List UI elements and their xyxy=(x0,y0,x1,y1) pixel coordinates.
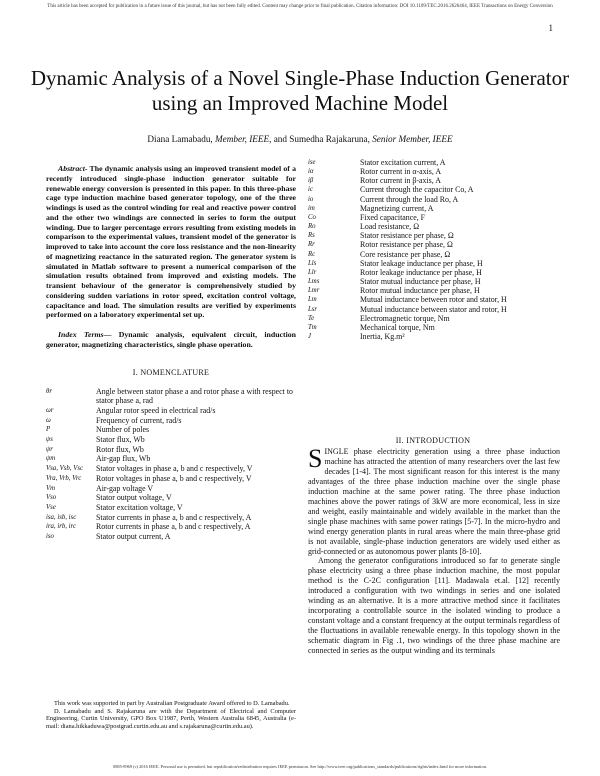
nomenclature-description: Stator output current, A xyxy=(96,532,171,542)
nomenclature-row xyxy=(308,250,558,259)
nomenclature-description: Rotor flux, Wb xyxy=(96,444,144,454)
index-terms-lead: Index Terms xyxy=(58,330,104,339)
nomenclature-row xyxy=(46,464,296,474)
nomenclature-row xyxy=(46,416,296,426)
nomenclature-description: Rotor currents in phase a, b and c respectively, A xyxy=(96,522,251,532)
nomenclature-row xyxy=(308,195,558,204)
nomenclature-description: Mutual inductance between stator and rotor, H xyxy=(360,304,507,314)
nomenclature-row xyxy=(308,204,558,213)
nomenclature-description: Rotor resistance per phase, Ω xyxy=(360,240,453,250)
nomenclature-symbol: Rs xyxy=(308,232,315,240)
nomenclature-description: Stator leakage inductance per phase, H xyxy=(360,258,483,268)
nomenclature-symbol: Vse xyxy=(46,503,56,511)
nomenclature-symbol: J xyxy=(308,332,312,340)
index-terms xyxy=(46,330,296,350)
nomenclature-description: Stator flux, Wb xyxy=(96,435,145,445)
nomenclature-description: Angular rotor speed in electrical rad/s xyxy=(96,405,216,415)
nomenclature-symbol: Te xyxy=(308,314,315,322)
nomenclature-description: Air-gap voltage V xyxy=(96,483,154,493)
nomenclature-description: Rotor leakage inductance per phase, H xyxy=(360,267,482,277)
nomenclature-row xyxy=(46,387,296,406)
nomenclature-row xyxy=(308,167,558,176)
nomenclature-description: Load resistance, Ω xyxy=(360,222,420,232)
nomenclature-symbol: im xyxy=(308,204,315,212)
nomenclature-description: Core resistance per phase, Ω xyxy=(360,249,451,259)
nomenclature-description: Stator output voltage, V xyxy=(96,493,172,503)
nomenclature-symbol: iα xyxy=(308,168,314,176)
nomenclature-row xyxy=(308,286,558,295)
nomenclature-symbol: Lm xyxy=(308,296,317,304)
nomenclature-row xyxy=(46,445,296,455)
nomenclature-symbol: ω xyxy=(46,416,51,424)
nomenclature-row xyxy=(308,231,558,240)
author-separator: , and Sumedha Rajakaruna, xyxy=(269,134,373,144)
nomenclature-row xyxy=(46,513,296,523)
nomenclature-row xyxy=(308,259,558,268)
nomenclature-symbol: ψr xyxy=(46,445,53,453)
nomenclature-table-left xyxy=(46,387,296,542)
nomenclature-row xyxy=(308,176,558,185)
nomenclature-symbol: ise xyxy=(308,159,316,166)
nomenclature-description: Stator resistance per phase, Ω xyxy=(360,231,454,241)
nomenclature-description: Stator currents in phase a, b and c respectively, A xyxy=(96,512,252,522)
abstract-text: The dynamic analysis using an improved transient model of a recently introduced single-phase induction generator suitable for renewable energy conversion is presented in this paper. In this three-phase cage type induction machine based generator topology, one of the three windings is used as the control winding for real and reactive power control and the other two windings are connected in series to form the output winding. Due to larger percentage errors resulting from existing models in comparison to the experimental values, transient model of the generator is improved to take into account the core loss resistance and the non-linearity of magnetizing reactance in the saturated region. The generator system is simulated in Matlab software to present a numerical comparison of the simulation results obtained from improved and existing models. The transient behaviour of the generator is comprehensively studied by considering sudden variations in rotor speed, excitation control voltage, capacitance and load. The simulation results are verified by experiments performed on a laboratory experimental set up. xyxy=(46,164,296,320)
nomenclature-symbol: iβ xyxy=(308,177,314,185)
author-line xyxy=(40,134,560,144)
nomenclature-symbol: ic xyxy=(308,186,313,194)
paper-title: Dynamic Analysis of a Novel Single-Phase Induction Generator using an Improved Machine Model xyxy=(30,66,570,115)
nomenclature-description: Mechanical torque, Nm xyxy=(360,322,435,332)
nomenclature-symbol: isa, isb, isc xyxy=(46,513,77,521)
nomenclature-row xyxy=(308,332,558,341)
nomenclature-row xyxy=(308,277,558,286)
nomenclature-description: Fixed capacitance, F xyxy=(360,212,426,222)
nomenclature-description: Current through the load Ro, A xyxy=(360,194,459,204)
nomenclature-symbol: ψm xyxy=(46,455,56,463)
intro-paragraph-2: Among the generator configurations introduced so far to generate single phase electricity using a three phase induction machine, the most popular method is the C-2C configuration [11]. Madawala et.al. [12] recently introduced a configuration with two windings in series and one isolated winding as an alternative. It is a more attractive method since it facilitates incorporating a controllable source in the isolated winding to produce a constant voltage and a constant frequency at the output terminals regardless of the fluctuations in available renewable energy. In this topology shown in the schematic diagram in Fig .1, two windings of the three phase machine are connected in series as the output winding and its terminals xyxy=(308,556,560,656)
nomenclature-description: Inertia, Kg.m² xyxy=(360,331,405,341)
nomenclature-description: Stator excitation current, A xyxy=(360,158,446,167)
nomenclature-row xyxy=(46,435,296,445)
journal-header-note: This article has been accepted for publication in a future issue of this journal, but has not been fully edited. Content may change prior to final publication. Citation information: DOI 10.1109/TEC.2016.2626464, IEEE Transactions on Energy Conversion xyxy=(47,4,553,9)
nomenclature-description: Stator voltages in phase a, b and c respectively, V xyxy=(96,464,253,474)
nomenclature-description: Number of poles xyxy=(96,425,150,435)
footnote xyxy=(46,700,296,731)
nomenclature-symbol: ωr xyxy=(46,406,54,414)
nomenclature-symbol: P xyxy=(46,426,51,434)
nomenclature-symbol: Lls xyxy=(308,259,317,267)
nomenclature-symbol: Lms xyxy=(308,278,320,286)
nomenclature-description: Electromagnetic torque, Nm xyxy=(360,313,450,323)
nomenclature-description: Angle between stator phase a and rotor phase a with respect to stator phase a, rad xyxy=(96,386,293,406)
author-role-2: Senior Member, IEEE xyxy=(372,134,453,144)
nomenclature-symbol: Rc xyxy=(308,250,316,258)
nomenclature-description: Air-gap flux, Wb xyxy=(96,454,151,464)
nomenclature-row xyxy=(46,493,296,503)
nomenclature-description: Stator excitation voltage, V xyxy=(96,502,183,512)
nomenclature-description: Stator mutual inductance per phase, H xyxy=(360,277,481,287)
abstract-lead: Abstract- xyxy=(58,164,88,173)
nomenclature-description: Rotor voltages in phase a, b and c respectively, V xyxy=(96,473,252,483)
introduction-body xyxy=(308,444,560,656)
index-terms-text: — Dynamic analysis, equivalent circuit, induction generator, magnetizing characteristics, single phase operation. xyxy=(46,330,296,349)
nomenclature-row xyxy=(46,474,296,484)
nomenclature-description: Rotor mutual inductance per phase, H xyxy=(360,286,480,296)
introduction-heading-wrap xyxy=(308,436,558,445)
nomenclature-symbol: io xyxy=(308,195,314,203)
nomenclature-table-right xyxy=(308,158,558,341)
nomenclature-row xyxy=(46,532,296,542)
nomenclature-symbol: Rr xyxy=(308,241,315,249)
footnote-affiliation: D. Lamabadu and S. Rajakaruna are with the Department of Electrical and Computer Engineering, Curtin University, GPO Box U1987, Perth, Western Australia 6845, Australia (e-mail: diana.hikkaduwa@postgrad.curtin.edu.au and s.rajakaruna@curtin.edu.au). xyxy=(46,707,296,731)
nomenclature-row xyxy=(46,425,296,435)
nomenclature-row xyxy=(46,503,296,513)
nomenclature-description: Frequency of current, rad/s xyxy=(96,415,182,425)
nomenclature-row xyxy=(308,213,558,222)
nomenclature-symbol: ψs xyxy=(46,436,53,444)
nomenclature-description: Rotor current in α-axis, A xyxy=(360,167,442,177)
nomenclature-row xyxy=(308,222,558,231)
copyright-footer: 0885-8969 (c) 2016 IEEE. Personal use is permitted, but republication/redistribution requires IEEE permission. See http://www.ieee.org/publications_standards/publications/rights/index.html for more information. xyxy=(113,764,487,769)
intro-paragraph-1-text: INGLE phase electricity generation using a three phase induction machine has attracted the attention of many researchers over the last few decades [1-4]. The most significant reason for this interest is the many advantages of the three phase induction machine over the single phase induction machine at the same power rating. The three phase induction machines above the power ratings of 3kW are more economical, less in size and weight, easily maintainable and widely available in the market than the single phase machines with same power ratings [5-7]. In the micro-hydro and wind energy generation plants in rural areas where the main three-phase grid is not available, single-phase induction generators are widely used either as grid-connected or as autonomous power plants [8-10]. xyxy=(308,447,560,556)
nomenclature-description: Mutual inductance between rotor and stator, H xyxy=(360,295,507,305)
nomenclature-description: Rotor current in β-axis, A xyxy=(360,176,441,186)
left-column xyxy=(46,164,296,542)
nomenclature-row xyxy=(46,454,296,464)
nomenclature-row xyxy=(46,522,296,532)
nomenclature-row xyxy=(308,314,558,323)
nomenclature-symbol: Lmr xyxy=(308,287,320,295)
page-number: 1 xyxy=(548,23,553,33)
nomenclature-row xyxy=(308,185,558,194)
introduction-heading: II. INTRODUCTION xyxy=(395,436,471,445)
nomenclature-row xyxy=(46,406,296,416)
author-role-1: Member, IEEE xyxy=(215,134,270,144)
nomenclature-symbol: Vm xyxy=(46,484,56,492)
nomenclature-symbol: θr xyxy=(46,387,52,395)
abstract xyxy=(46,164,296,320)
nomenclature-symbol: Tm xyxy=(308,323,317,331)
nomenclature-symbol: Vso xyxy=(46,494,57,502)
nomenclature-symbol: iso xyxy=(46,533,54,541)
nomenclature-symbol: Llr xyxy=(308,268,317,276)
nomenclature-symbol: Vsa, Vsb, Vsc xyxy=(46,465,84,473)
nomenclature-symbol: Co xyxy=(308,213,316,221)
nomenclature-row xyxy=(308,240,558,249)
nomenclature-symbol: ira, irb, irc xyxy=(46,523,76,531)
nomenclature-row xyxy=(46,484,296,494)
author-name-1: Diana Lamabadu, xyxy=(147,134,216,144)
nomenclature-symbol: Vra, Vrb, Vrc xyxy=(46,474,82,482)
nomenclature-row xyxy=(308,305,558,314)
nomenclature-heading: I. NOMENCLATURE xyxy=(132,367,210,377)
nomenclature-row xyxy=(308,268,558,277)
nomenclature-symbol: Lsr xyxy=(308,305,318,313)
nomenclature-row xyxy=(308,295,558,304)
intro-dropcap: S xyxy=(308,444,323,473)
nomenclature-row xyxy=(308,323,558,332)
footnote-funding: This work was supported in part by Australian Postgraduate Award offered to D. Lamabadu. xyxy=(54,700,290,707)
nomenclature-description: Current through the capacitor Co, A xyxy=(360,185,474,195)
nomenclature-symbol: Ro xyxy=(308,223,316,231)
nomenclature-description: Magnetizing current, A xyxy=(360,203,434,213)
intro-paragraph-1 xyxy=(308,444,560,556)
nomenclature-row xyxy=(308,158,558,167)
